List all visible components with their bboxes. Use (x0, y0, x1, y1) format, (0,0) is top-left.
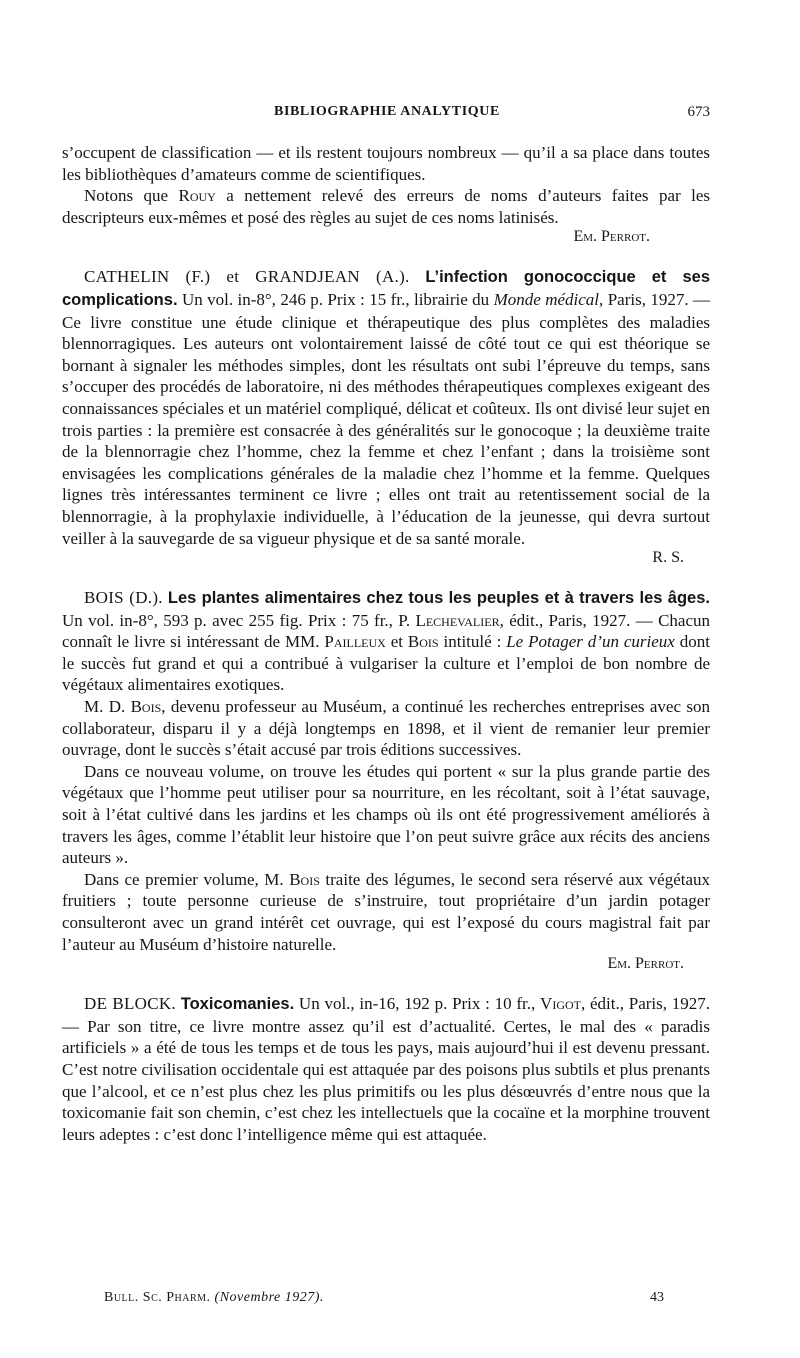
signature-line (62, 228, 710, 246)
text-run: , édit., Paris, 1927. — Par son titre, ce livre montre assez qu’il est d’actualité. Certes, le mal des « paradis artificiels » a été de tous les temps et de tous les pays, mais aujourd’hui il est devenu pressant. C’est notre civilisation occidentale qui est attaquée par des poisons plus subtils et plus prenants que l’alcool, et ce n’est plus chez les plus primitifs ou les plus désœuvrés d’entre nous que la toxicomanie fait son chemin, c’est chez les intellectuels que la cocaïne et la morphine trouvent leurs adeptes : c’est donc l’intelligence même qui est attaquée. (62, 994, 710, 1144)
text-run: , édit., Paris, 1927. — Chacun connaît le livre si intéressant de MM. (62, 610, 710, 652)
review-paragraph (62, 266, 710, 549)
page-number: 673 (687, 104, 710, 120)
text-run: M. D. (84, 697, 131, 717)
intro-paragraph-2 (62, 185, 710, 228)
text-run: Un vol. in-8°, 593 p. avec 255 fig. Prix : 75 fr., P. (62, 610, 416, 630)
journal-issue: (Novembre 1927). (214, 1290, 324, 1305)
running-header (62, 104, 710, 128)
review-de-block (62, 993, 710, 1145)
signature-line (62, 549, 710, 567)
sheet-number: 43 (650, 1290, 664, 1305)
book-title: Le Potager d’un curieux (506, 632, 675, 652)
review-author: BOIS (D.). (84, 588, 163, 608)
text-run: Un vol. in-8°, 246 p. Prix : 15 fr., librairie du (177, 289, 494, 309)
text-run: traite des légumes, le second sera réservé aux végétaux fruitiers ; toute personne curieuse de s’instruire, tout propriétaire d’un jardin potager consulteront avec un grand intérêt cet ouvrage, qui est l’exposé du cours magistral fait par l’auteur au Muséum d’histoire naturelle. (62, 869, 711, 954)
text-run: et (385, 632, 408, 652)
review-cathelin (62, 266, 710, 567)
person-name: Bois (407, 632, 439, 652)
text-run: Notons que (84, 186, 179, 206)
journal-reference (104, 1290, 324, 1306)
person-name: Rouy (178, 186, 216, 206)
review-bois (62, 587, 710, 973)
review-paragraph: Dans ce nouveau volume, on trouve les études qui portent « sur la plus grande partie des végétaux que l’homme peut utiliser pour sa nourriture, en les récoltant, soit à l’état sauvage, soit à l’état cultivé dans les jardins et les champs où ils ont été progressivement améliorés à travers les âges, comme l’établit leur histoire que l’on peut suivre grâce aux récits des anciens auteurs ». (62, 761, 710, 868)
publisher-name: Vigot (540, 994, 581, 1014)
journal-name: Bull. Sc. Pharm. (104, 1290, 211, 1305)
reviewer-signature: Em. Perrot. (607, 955, 684, 973)
review-author: CATHELIN (F.) et GRANDJEAN (A.). (84, 267, 410, 287)
review-author: DE BLOCK. (84, 994, 176, 1014)
text-run: Dans ce premier volume, M. (84, 869, 290, 889)
review-paragraph (62, 869, 710, 955)
text-run: dont le succès fut grand et qui a contribué à vulgariser la culture et l’emploi de bon nombre de végétaux alimentaires exotiques. (62, 632, 710, 695)
intro-paragraph: s’occupent de classification — et ils restent toujours nombreux — qu’il a sa place dans toutes les bibliothèques d’amateurs comme de scientifiques. (62, 143, 710, 184)
review-title: Les plantes alimentaires chez tous les peuples et à travers les âges. (167, 589, 710, 608)
review-paragraph (62, 587, 710, 696)
page-body (62, 142, 710, 1145)
text-run: , devenu professeur au Muséum, a continué les recherches entreprises avec son collaborateur, disparu il y a déjà longtemps en 1898, et il vient de remanier leur premier ouvrage, dont le succès s’était accusé par trois éditions successives. (62, 697, 710, 760)
publisher-name: Lechevalier (415, 610, 500, 630)
text-run: a nettement relevé des erreurs de noms d’auteurs faites par les descripteurs eux-mêmes et posé des règles au sujet de ces noms latinisés. (62, 186, 710, 227)
signature-line (62, 955, 710, 973)
publication-name: Monde médical (493, 289, 600, 309)
review-paragraph (62, 993, 710, 1145)
text-run: Un vol., in-16, 192 p. Prix : 10 fr., (294, 994, 541, 1014)
reviewer-signature: R. S. (652, 549, 684, 567)
text-run: , Paris, 1927. — Ce livre constitue une étude clinique et thérapeutique des plus complètes des maladies blennorragiques. Les auteurs ont volontairement laissé de côté tout ce qui est théorique se bornant à signaler les méthodes simples, dont les résultats ont subi l’épreuve du temps, sans s’occuper des procédés de laboratoire, ni des méthodes thérapeutiques complexes exigeant des connaissances spéciales et un matériel compliqué, délicat et coûteux. Ils ont divisé leur sujet en trois parties : la première est consacrée à des généralités sur le gonocoque ; la deuxième traite de la blennorragie chez l’homme, chez la femme et chez l’enfant ; dans la troisième sont envisagées les complications générales de la maladie chez l’homme et la femme. Quelques lignes très intéressantes terminent ce livre ; elles ont trait au retentissement social de la blennorragie, à la prophylaxie individuelle, à l’éducation de la jeunesse, qui devra surtout veiller à la sauvegarde de sa vigueur physique et de sa santé morale. (62, 289, 710, 548)
reviewer-signature: Em. Perrot. (573, 228, 650, 246)
review-paragraph (62, 696, 710, 761)
review-title: Toxicomanies. (180, 995, 295, 1014)
person-name: Bois (130, 697, 162, 717)
person-name: Pailleux (324, 632, 386, 652)
person-name: Bois (289, 869, 320, 889)
review-title: L’infection gonococcique et ses complications. (62, 268, 711, 309)
text-run: intitulé : (438, 632, 507, 652)
running-title: BIBLIOGRAPHIE ANALYTIQUE (274, 104, 500, 119)
